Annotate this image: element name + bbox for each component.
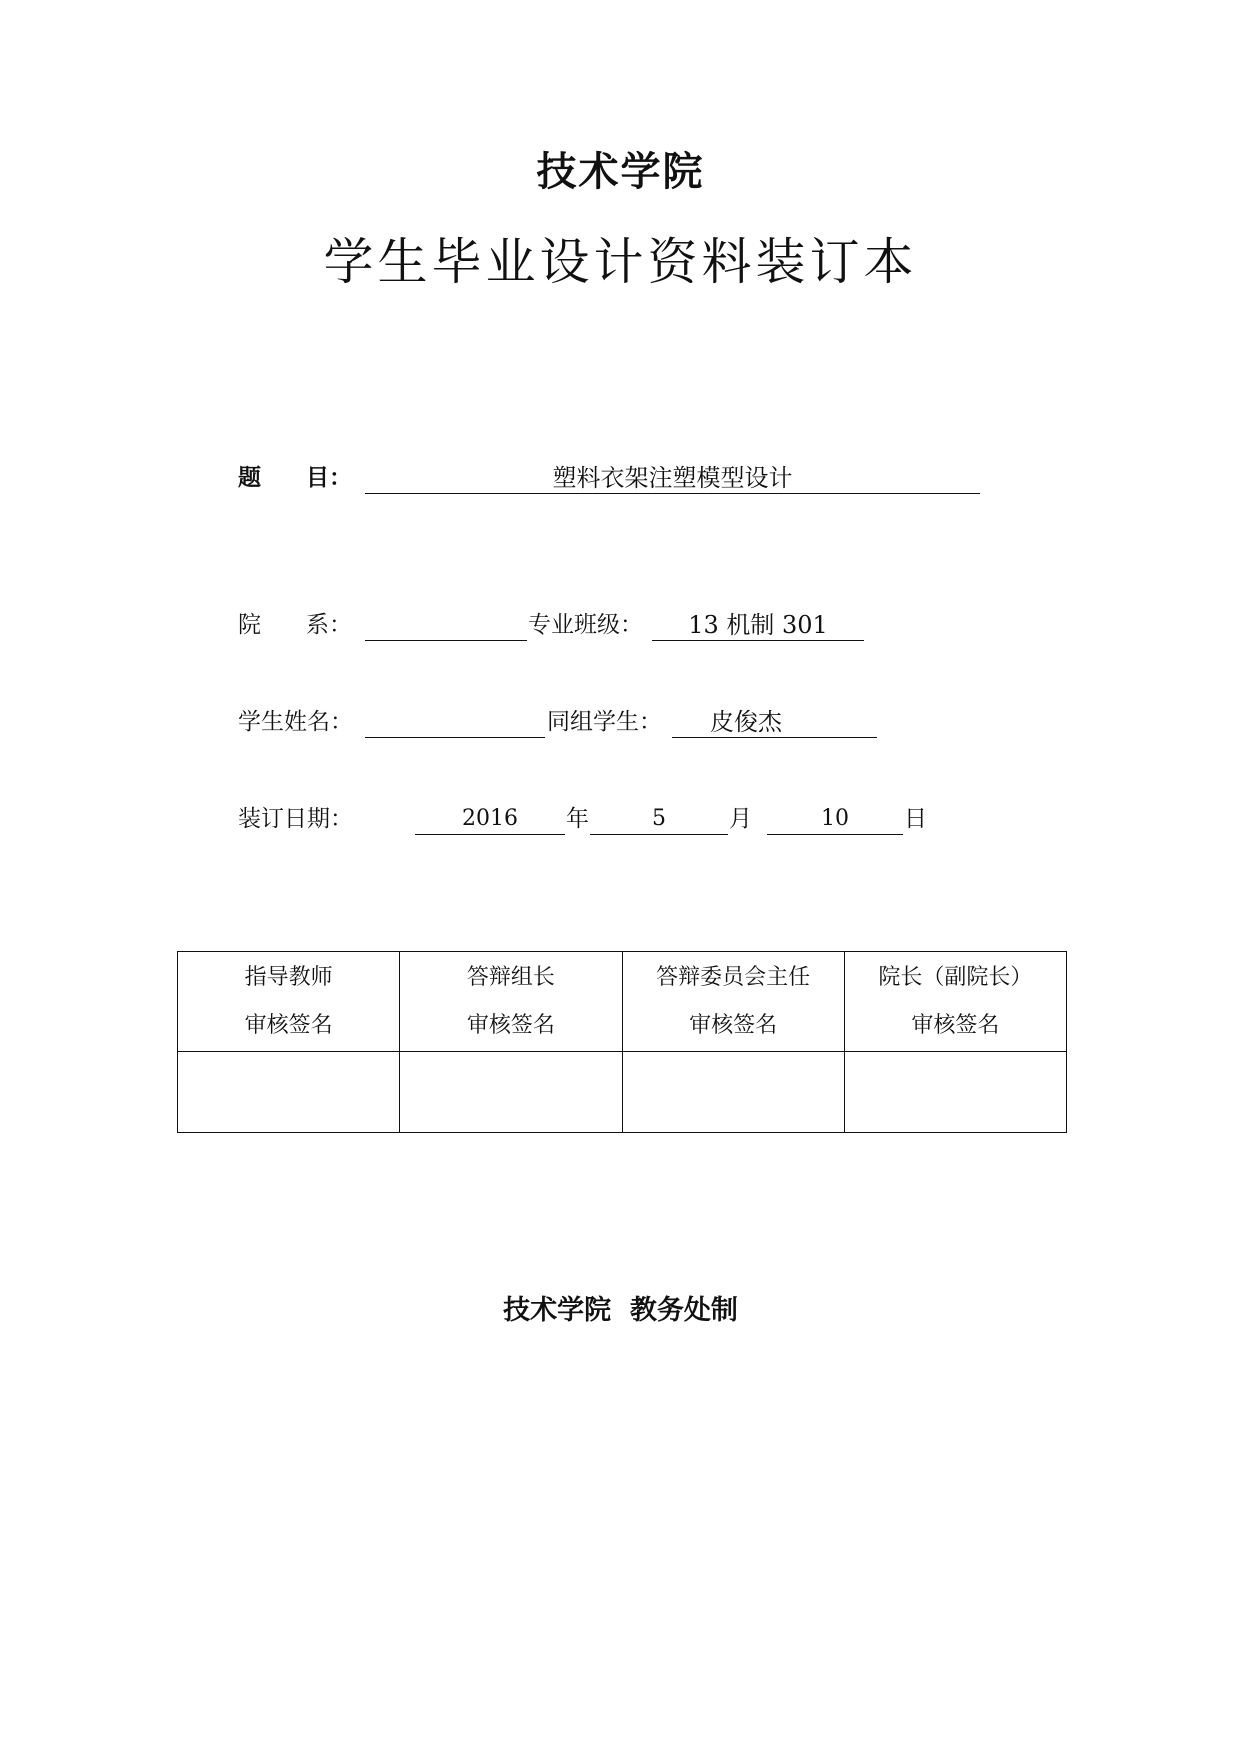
department-label: 院 系： (238, 612, 352, 638)
committee-chair-signature-cell[interactable] (622, 1052, 844, 1133)
dean-role: 院长（副院长） (878, 964, 1033, 990)
advisor-header-cell (178, 952, 400, 1052)
defense-leader-sign-caption: 审核签名 (466, 1012, 555, 1038)
topic-field[interactable]: 塑料衣架注塑模型设计 (365, 463, 980, 494)
day-label: 日 (904, 806, 927, 832)
dean-header-cell (844, 952, 1066, 1052)
signature-table (177, 951, 1067, 1133)
major-class-label: 专业班级： (528, 612, 643, 638)
school-title: 技术学院 (536, 149, 705, 195)
topic-label: 题 目： (238, 465, 352, 491)
defense-leader-signature-cell[interactable] (400, 1052, 622, 1133)
month-label: 月 (729, 806, 752, 832)
committee-chair-header-cell (622, 952, 844, 1052)
advisor-signature-cell[interactable] (178, 1052, 400, 1133)
committee-chair-role: 答辩委员会主任 (656, 964, 811, 990)
committee-chair-sign-caption: 审核签名 (689, 1012, 778, 1038)
footer-issuer: 技术学院 教务处制 (503, 1295, 738, 1326)
dean-signature-cell[interactable] (844, 1052, 1066, 1133)
day-field[interactable]: 10 (767, 804, 903, 835)
defense-leader-role: 答辩组长 (466, 964, 555, 990)
year-field[interactable]: 2016 (415, 804, 565, 835)
department-field[interactable] (365, 610, 527, 641)
advisor-role: 指导教师 (244, 964, 333, 990)
advisor-sign-caption: 审核签名 (244, 1012, 333, 1038)
signature-table-header-row (178, 952, 1067, 1052)
group-students-label: 同组学生： (547, 709, 662, 735)
signature-table-signature-row (178, 1052, 1067, 1133)
binding-date-label: 装订日期： (238, 806, 353, 832)
group-students-field[interactable]: 皮俊杰 (672, 707, 877, 738)
dean-sign-caption: 审核签名 (911, 1012, 1000, 1038)
major-class-field[interactable]: 13 机制 301 (652, 610, 864, 641)
year-label: 年 (566, 806, 589, 832)
month-field[interactable]: 5 (590, 804, 728, 835)
student-name-field[interactable] (365, 707, 545, 738)
student-name-label: 学生姓名： (238, 709, 353, 735)
document-title: 学生毕业设计资料装订本 (323, 233, 918, 291)
defense-leader-header-cell (400, 952, 622, 1052)
